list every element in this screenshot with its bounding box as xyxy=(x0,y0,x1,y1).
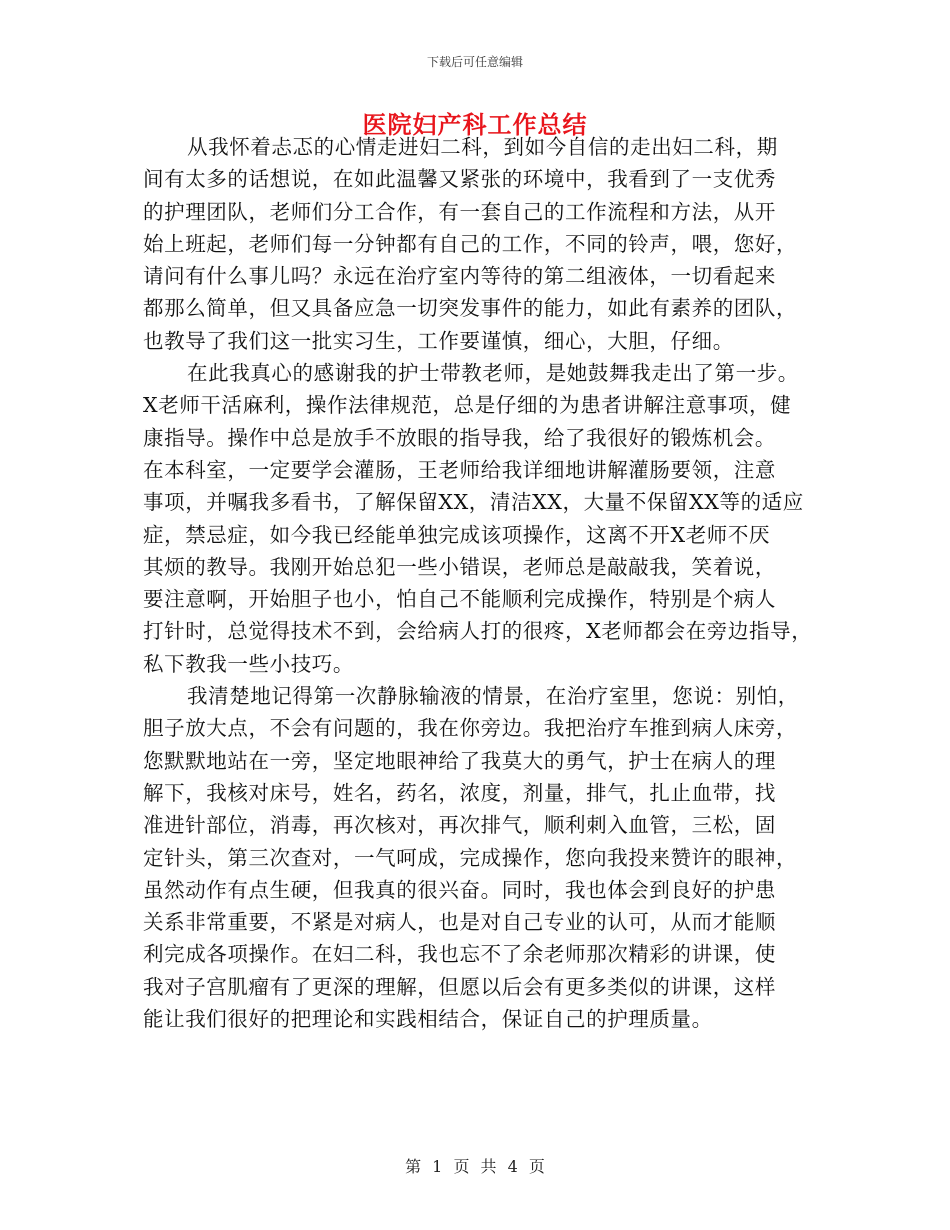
text-line: 定针头，第三次查对，一气呵成，完成操作，您向我投来赞许的眼神， xyxy=(143,845,798,870)
text-line: 我对子宫肌瘤有了更深的理解，但愿以后会有更多类似的讲课，这样 xyxy=(143,974,776,999)
text-line: 始上班起，老师们每一分钟都有自己的工作，不同的铃声，喂，您好， xyxy=(143,231,798,256)
text-line: 请问有什么事儿吗？永远在治疗室内等待的第二组液体，一切看起来 xyxy=(143,264,776,289)
header-note: 下载后可任意编辑 xyxy=(426,55,523,69)
text-line: 症，禁忌症，如今我已经能单独完成该项操作，这离不开X老师不厌 xyxy=(143,522,771,547)
text-line: 准进针部位，消毒，再次核对，再次排气，顺利刺入血管，三松，固 xyxy=(143,813,776,838)
text-line: 私下教我一些小技巧。 xyxy=(143,651,354,676)
text-line: X老师干活麻利，操作法律规范，总是仔细的为患者讲解注意事项，健 xyxy=(143,393,792,418)
text-line: 都那么简单，但又具备应急一切突发事件的能力，如此有素养的团队， xyxy=(143,296,798,321)
text-line: 也教导了我们这一批实习生，工作要谨慎，细心，大胆，仔细。 xyxy=(143,328,734,353)
text-line: 事项，并嘱我多看书，了解保留XX，清洁XX，大量不保留XX等的适应 xyxy=(143,490,804,515)
text-line: 我清楚地记得第一次静脉输液的情景，在治疗室里，您说：别怕， xyxy=(187,684,799,709)
text-line: 间有太多的话想说，在如此温馨又紧张的环境中，我看到了一支优秀 xyxy=(143,167,776,192)
document-title: 医院妇产科工作总结 xyxy=(362,110,588,139)
text-line: 在本科室，一定要学会灌肠，王老师给我详细地讲解灌肠要领，注意 xyxy=(143,457,776,482)
text-line: 从我怀着忐忑的心情走进妇二科，到如今自信的走出妇二科，期 xyxy=(187,135,778,159)
text-line: 解下，我核对床号，姓名，药名，浓度，剂量，排气，扎止血带，找 xyxy=(143,780,776,805)
text-line: 其烦的教导。我刚开始总犯一些小错误，老师总是敲敲我，笑着说， xyxy=(143,554,776,579)
text-line: 胆子放大点，不会有问题的，我在你旁边。我把治疗车推到病人床旁， xyxy=(143,716,798,741)
text-line: 关系非常重要，不紧是对病人，也是对自己专业的认可，从而才能顺 xyxy=(143,910,776,935)
text-line: 的护理团队，老师们分工合作，有一套自己的工作流程和方法，从开 xyxy=(143,199,776,224)
text-line: 虽然动作有点生硬，但我真的很兴奋。同时，我也体会到良好的护患 xyxy=(143,877,776,902)
paragraph-3 xyxy=(143,680,823,1035)
page-footer: 第 1 页 共 4 页 xyxy=(405,1157,545,1176)
paragraph-2 xyxy=(143,357,823,680)
text-line: 在此我真心的感谢我的护士带教老师，是她鼓舞我走出了第一步。 xyxy=(187,361,799,386)
paragraph-1 xyxy=(143,131,823,357)
text-line: 要注意啊，开始胆子也小，怕自己不能顺利完成操作，特别是个病人 xyxy=(143,587,776,612)
text-line: 您默默地站在一旁，坚定地眼神给了我莫大的勇气，护士在病人的理 xyxy=(143,748,776,773)
text-line: 能让我们很好的把理论和实践相结合，保证自己的护理质量。 xyxy=(143,1007,713,1032)
text-line: 康指导。操作中总是放手不放眼的指导我，给了我很好的锻炼机会。 xyxy=(143,425,776,450)
text-line: 利完成各项操作。在妇二科，我也忘不了余老师那次精彩的讲课，使 xyxy=(143,942,776,967)
text-line: 打针时，总觉得技术不到，会给病人打的很疼，X老师都会在旁边指导， xyxy=(143,619,813,644)
document-body xyxy=(143,131,823,1035)
